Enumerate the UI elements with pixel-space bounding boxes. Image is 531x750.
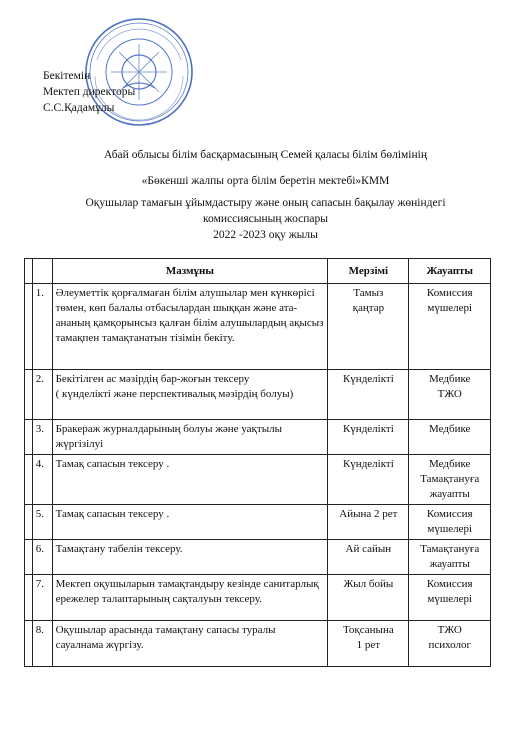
row-term: Күнделікті bbox=[328, 370, 409, 420]
row-content: Мектеп оқушыларын тамақтандыру кезінде санитарлық ережелер талаптарының сақталуын тексеру. bbox=[52, 575, 328, 621]
header-school: «Бөкенші жалпы орта білім беретін мектебі»КММ bbox=[141, 175, 390, 187]
row-responsible: ТЖО психолог bbox=[409, 621, 491, 667]
content-header: Мазмұны bbox=[52, 259, 328, 284]
pad-cell bbox=[25, 621, 33, 667]
row-responsible: Медбике Тамақтануға жауапты bbox=[409, 455, 491, 505]
table-row bbox=[25, 420, 491, 455]
row-content: Бракераж журналдарының болуы және уақтылы жүргізілуі bbox=[52, 420, 328, 455]
header-department: Абай облысы білім басқармасының Семей қаласы білім бөлімінің bbox=[103, 149, 427, 161]
row-term: Тоқсанына 1 рет bbox=[328, 621, 409, 667]
row-responsible: Комиссия мүшелері bbox=[409, 284, 491, 370]
pad-cell bbox=[25, 575, 33, 621]
table-row bbox=[25, 540, 491, 575]
term-header: Мерзімі bbox=[328, 259, 409, 284]
row-content: Оқушылар арасында тамақтану сапасы туралы сауалнама жүргізу. bbox=[52, 621, 328, 667]
row-term: Күнделікті bbox=[328, 420, 409, 455]
row-number: 3. bbox=[32, 420, 52, 455]
row-responsible: Медбике bbox=[409, 420, 491, 455]
row-number: 6. bbox=[32, 540, 52, 575]
row-content: Әлеуметтік қорғалмаған білім алушылар мен күнкөрісі төмен, көп балалы отбасылардан шыққан және ата-ананың қамқорынсыз қалған білім алушылардың ақысыз тамақпен тамақтанатын тізімін бекіту. bbox=[52, 284, 328, 370]
row-number: 5. bbox=[32, 505, 52, 540]
pad-header-cell bbox=[25, 259, 33, 284]
table-row bbox=[25, 284, 491, 370]
pad-cell bbox=[25, 505, 33, 540]
row-number: 2. bbox=[32, 370, 52, 420]
approval-line-position: Мектеп директоры bbox=[43, 86, 136, 98]
pad-cell bbox=[25, 284, 33, 370]
header-year: 2022 -2023 оқу жылы bbox=[213, 229, 318, 241]
row-content: Тамақтану табелін тексеру. bbox=[52, 540, 328, 575]
approval-line-approve: Бекітемін bbox=[43, 70, 91, 82]
pad-cell bbox=[25, 455, 33, 505]
row-number: 4. bbox=[32, 455, 52, 505]
row-number: 7. bbox=[32, 575, 52, 621]
pad-cell bbox=[25, 370, 33, 420]
row-term: Айына 2 рет bbox=[328, 505, 409, 540]
table-header-row bbox=[25, 259, 491, 284]
row-term: Ай сайын bbox=[328, 540, 409, 575]
row-content: Тамақ сапасын тексеру . bbox=[52, 455, 328, 505]
header-title-cont: комиссиясының жоспары bbox=[203, 213, 328, 225]
num-header-cell bbox=[32, 259, 52, 284]
row-number: 8. bbox=[32, 621, 52, 667]
row-responsible: Комиссия мүшелері bbox=[409, 505, 491, 540]
table-row bbox=[25, 370, 491, 420]
responsible-header: Жауапты bbox=[409, 259, 491, 284]
row-responsible: Тамақтануға жауапты bbox=[409, 540, 491, 575]
approval-line-name: С.С.Қадамұлы bbox=[43, 102, 115, 114]
row-responsible: Медбике ТЖО bbox=[409, 370, 491, 420]
row-responsible: Комиссия мүшелері bbox=[409, 575, 491, 621]
row-term: Күнделікті bbox=[328, 455, 409, 505]
approval-block bbox=[43, 68, 135, 116]
row-number: 1. bbox=[32, 284, 52, 370]
row-term: Тамыз қаңтар bbox=[328, 284, 409, 370]
plan-table bbox=[24, 258, 491, 667]
row-content: Бекітілген ас мәзірдің бар-жоғын тексеру ( күнделікті және перспективалық мәзірдің болуы) bbox=[52, 370, 328, 420]
row-term: Жыл бойы bbox=[328, 575, 409, 621]
table-row bbox=[25, 455, 491, 505]
pad-cell bbox=[25, 420, 33, 455]
table-row bbox=[25, 575, 491, 621]
pad-cell bbox=[25, 540, 33, 575]
table-row bbox=[25, 505, 491, 540]
row-content: Тамақ сапасын тексеру . bbox=[52, 505, 328, 540]
header-title: Оқушылар тамағын ұйымдастыру және оның сапасын бақылау жөніндегі bbox=[85, 197, 446, 209]
table-row bbox=[25, 621, 491, 667]
